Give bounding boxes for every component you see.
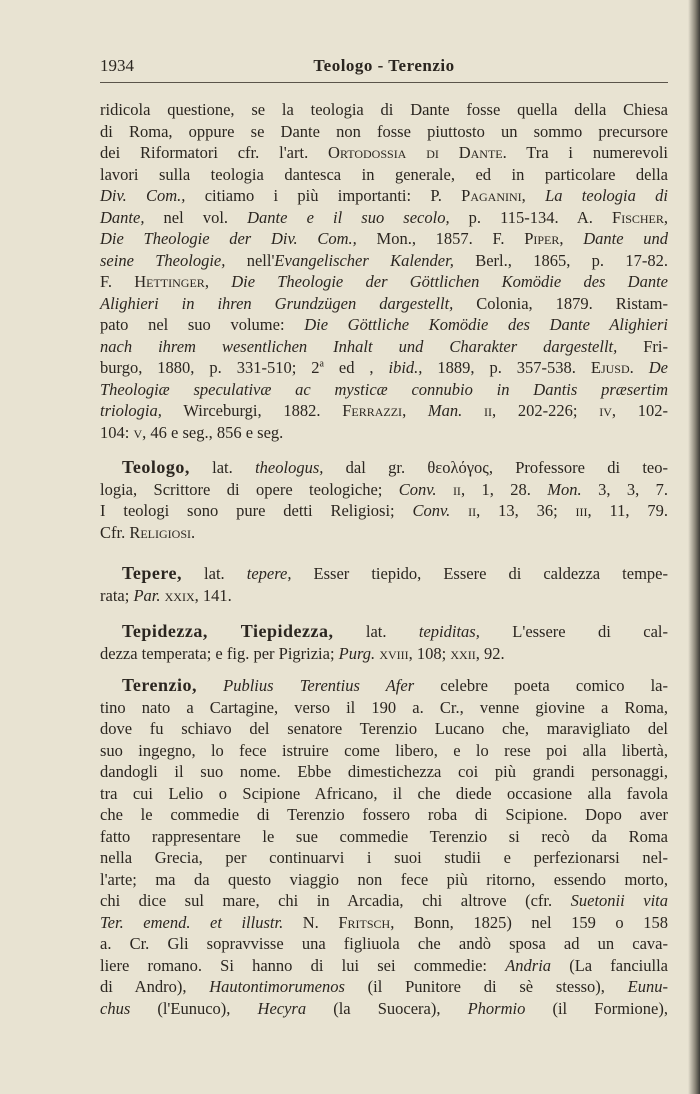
smallcaps-text: ii [484, 401, 493, 420]
text: lat. [182, 564, 247, 583]
headword: Tepidezza, Tiepidezza, [122, 621, 334, 641]
text: , 1, 28. [460, 479, 548, 499]
text-line [100, 357, 668, 379]
text-line [100, 457, 668, 479]
page-number: 1934 [100, 56, 134, 75]
text-line [100, 998, 668, 1020]
italic-text: Die Theologie der Göttlichen Komödie des Dante [231, 272, 669, 291]
text-line [100, 379, 668, 401]
page-edge-shadow [688, 0, 700, 1094]
text-line [100, 422, 668, 444]
smallcaps-text: Paganini [461, 186, 522, 205]
smallcaps-text: Religiosi [129, 522, 192, 542]
text: di Roma, oppure se Dante non fosse piuttosto un sommo precursore [100, 121, 668, 141]
entry-teologo [100, 457, 668, 543]
smallcaps-text: Hettinger [134, 272, 205, 291]
text-line [100, 675, 668, 697]
smallcaps-text: Fritsch [338, 912, 391, 932]
text: , 92. [475, 643, 505, 663]
text: Mon., 1857. F. [356, 229, 525, 248]
text: , [559, 229, 584, 248]
text: (il Punitore di sè stesso), [344, 977, 628, 996]
italic-text: Conv. [398, 479, 437, 499]
text: 3, 3, 7. [581, 479, 669, 499]
text: Colonia, 1879. Ristam- [453, 293, 668, 313]
text-line [100, 643, 668, 665]
text: , 46 e seg., 856 e seg. [142, 422, 284, 442]
text: dove fu schiavo del senatore Terenzio Lucano che, maravigliato del [100, 719, 668, 738]
italic-text: Die Theologie der Div. Com., [100, 229, 357, 248]
text-line [100, 314, 668, 336]
text-line [100, 621, 668, 643]
text: dezza temperata; e fig. per Pigrizia; [100, 643, 339, 663]
text-line [100, 400, 668, 422]
italic-text: La teologia di [545, 186, 668, 205]
text: nel vol. [144, 207, 248, 227]
text: suo ingegno, lo fece istruire come libero, e lo rese poi alla libertà, [100, 740, 668, 760]
text: N. [283, 912, 339, 932]
text: 1889, p. 357-538. [422, 358, 591, 377]
italic-text: tepiditas, [418, 622, 480, 641]
entry-tepere [100, 563, 668, 606]
text [450, 501, 468, 520]
text-line [100, 585, 668, 607]
text-line [100, 121, 668, 143]
text: (l'Eunuco), [130, 998, 258, 1018]
italic-text: Man. [427, 401, 463, 420]
italic-text: Suetonii vita [570, 891, 668, 910]
text: Wirceburgi, 1882. [161, 401, 343, 420]
italic-text: Par. [133, 585, 161, 605]
text: Esser tiepido, Essere di caldezza tempe- [291, 564, 668, 583]
text: lat. [333, 622, 419, 641]
text: tino nato a Cartagine, verso il 190 a. Cr., venne giovine a Roma, [100, 697, 668, 717]
text-line [100, 99, 668, 121]
text: p. 115-134. A. [449, 207, 613, 227]
text: liere romano. Si hanno di lui sei commedie: [100, 955, 506, 975]
text: I teologi sono pure detti Religiosi; [100, 501, 413, 520]
text: l'arte; ma da questo viaggio non fece più ritorno, essendo morto, [100, 869, 668, 889]
headword: Terenzio, [122, 675, 197, 695]
italic-text: Dante e il suo secolo, [247, 207, 450, 227]
italic-text: De [648, 358, 668, 377]
smallcaps-text: iii [575, 501, 588, 520]
italic-text: Conv. [412, 501, 451, 520]
text-line [100, 207, 668, 229]
italic-text: Hautontimorumenos [209, 977, 345, 996]
text: Fri- [617, 336, 668, 356]
text-line [100, 336, 668, 358]
smallcaps-text: ii [452, 479, 461, 499]
smallcaps-text: Piper [524, 229, 560, 248]
smallcaps-text: ii [468, 501, 477, 520]
text: citiamo i più importanti: P. [185, 186, 462, 205]
text: nell' [225, 250, 275, 270]
text: , 102- [611, 401, 668, 420]
headword: Tepere, [122, 563, 182, 583]
text-line [100, 185, 668, 207]
italic-text: Theologiæ speculativæ ac mysticæ connubio in Dantis præsertim [100, 379, 668, 399]
text-line [100, 826, 668, 848]
text: nella Grecia, per continuarvi i suoi studii e perfezionarsi nel- [100, 848, 668, 867]
superscript: a [319, 358, 324, 370]
italic-text: Mon. [547, 479, 582, 499]
smallcaps-text: iv [599, 401, 612, 420]
text-line [100, 740, 668, 762]
text-line [100, 783, 668, 805]
italic-text: Eunu- [627, 977, 668, 996]
text: . [629, 358, 649, 377]
text-line [100, 890, 668, 912]
text: lat. [189, 458, 256, 477]
italic-text: Die Göttliche Komödie des Dante Alighieri [304, 315, 668, 334]
text-line [100, 761, 668, 783]
text-line [100, 697, 668, 719]
italic-text: Dante und [583, 229, 669, 248]
text-line [100, 164, 668, 186]
running-header [100, 56, 668, 80]
text-line [100, 522, 668, 544]
text: . Tra i numerevoli [502, 143, 669, 162]
text: celebre poeta comico la- [414, 676, 668, 695]
text: , Bonn, 1825) nel 159 o 158 [390, 912, 668, 932]
text: , 13, 36; [476, 501, 576, 520]
text-line [100, 847, 668, 869]
smallcaps-text: xxii [450, 643, 476, 663]
italic-text: seine Theologie, [100, 250, 226, 270]
entry-tepidezza [100, 621, 668, 664]
smallcaps-text: Fischer [612, 207, 664, 227]
smallcaps-text: xviii [379, 643, 409, 663]
italic-text: Div. Com., [100, 186, 186, 205]
smallcaps-text: xxix [164, 585, 195, 605]
italic-text: ibid., [388, 358, 423, 377]
text: F. [100, 272, 135, 291]
text-line [100, 293, 668, 315]
text: che le commedie di Terenzio fossero roba di Scipione. Dopo aver [100, 805, 668, 824]
text: dal gr. θεολόγος, Professore di teo- [323, 458, 668, 477]
text: Berl., 1865, p. 17-82. [453, 250, 668, 270]
italic-text: Publius Terentius Afer [223, 676, 415, 695]
text: , 202-226; [492, 401, 600, 420]
italic-text: Phormio [467, 998, 526, 1018]
text: fatto rappresentare le sue commedie Terenzio si recò da Roma [100, 826, 668, 846]
italic-text: Purg. [338, 643, 376, 663]
italic-text: Ter. emend. et illustr. [100, 912, 284, 932]
text: di Andro), [100, 977, 210, 996]
italic-text: Alighieri in ihren Grundzügen dargestellt, [100, 293, 454, 313]
text: burgo, 1880, p. 331-510; 2 [100, 358, 320, 377]
text: (La fanciulla [551, 955, 668, 975]
smallcaps-text: Ferrazzi [342, 401, 403, 420]
running-title: Teologo - Terenzio [313, 56, 455, 75]
italic-text: Evangelischer Kalender, [274, 250, 454, 270]
text-line [100, 479, 668, 501]
text: logia, Scrittore di opere teologiche; [100, 479, 399, 499]
text: , [204, 272, 232, 291]
text-line [100, 912, 668, 934]
italic-text: Andria [505, 955, 552, 975]
text-line [100, 250, 668, 272]
entry-terenzio [100, 675, 668, 1019]
text: , 11, 79. [587, 501, 669, 520]
text [437, 480, 453, 499]
smallcaps-text: Ortodossia di Dante [328, 143, 503, 162]
italic-text: tepere, [246, 564, 292, 583]
italic-text: triologia, [100, 401, 162, 420]
text: a. Cr. Gli sopravvisse una figliuola che andò sposa ad un cava- [100, 934, 668, 953]
italic-text: theologus, [255, 458, 324, 477]
text: 104: [100, 422, 134, 442]
smallcaps-text: Ejusd [590, 358, 630, 377]
text: , 141. [194, 585, 232, 605]
text-line [100, 228, 668, 250]
text: L'essere di cal- [479, 622, 668, 641]
text: ed , [323, 358, 389, 377]
italic-text: Hecyra [257, 998, 307, 1018]
text-line [100, 804, 668, 826]
text-line [100, 955, 668, 977]
text: , [663, 207, 668, 227]
text: Cfr. [100, 522, 130, 542]
text: . [191, 522, 196, 542]
italic-text: chus [100, 998, 131, 1018]
text [462, 401, 484, 420]
text: tra cui Lelio o Scipione Africano, il che diede occasione alla favola [100, 783, 668, 803]
text: , 108; [408, 643, 451, 663]
text [197, 676, 223, 695]
text: (la Suocera), [306, 998, 468, 1018]
smallcaps-text: v [133, 422, 143, 442]
text-line [100, 500, 668, 522]
text: , [521, 186, 546, 205]
text-line [100, 718, 668, 740]
text: dei Riformatori cfr. l'art. [100, 143, 329, 162]
header-rule [100, 82, 668, 83]
text: , [402, 401, 428, 420]
italic-text: nach ihrem wesentlichen Inhalt und Charakter dargestellt, [100, 336, 618, 356]
text-line [100, 563, 668, 585]
paragraph-teologia-continued [100, 99, 668, 443]
text: (il Formione), [525, 998, 668, 1018]
text-line [100, 933, 668, 955]
text: ridicola questione, se la teologia di Dante fosse quella della Chiesa [100, 100, 668, 119]
italic-text: Dante, [100, 207, 145, 227]
text: pato nel suo volume: [100, 315, 305, 334]
text-line [100, 976, 668, 998]
text: lavori sulla teologia dantesca in generale, ed in particolare della [100, 164, 668, 184]
text-line [100, 271, 668, 293]
headword: Teologo, [122, 457, 190, 477]
text: chi dice sul mare, chi in Arcadia, chi altrove (cfr. [100, 891, 571, 910]
text-line [100, 142, 668, 164]
text: dandogli il suo nome. Ebbe dimestichezza coi più grandi personaggi, [100, 762, 668, 781]
text-line [100, 869, 668, 891]
text: rata; [100, 585, 134, 605]
